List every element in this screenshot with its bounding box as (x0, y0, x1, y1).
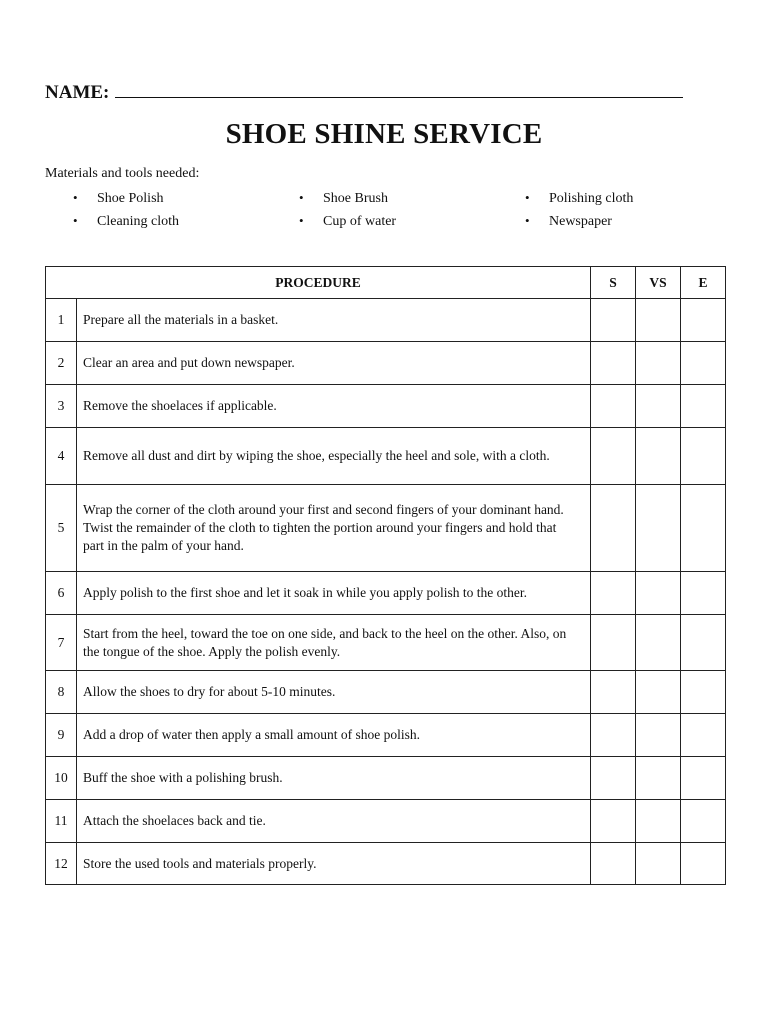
bullet-icon: • (299, 190, 304, 205)
vs-checkbox-cell[interactable] (636, 485, 681, 572)
step-number: 1 (46, 299, 77, 342)
material-label: Polishing cloth (549, 191, 634, 206)
table-row (46, 385, 726, 428)
step-text: Wrap the corner of the cloth around your first and second fingers of your dominant hand. Twist the remainder of the cloth to tighten the portion around your fingers and hold that part in the palm of your hand. (77, 485, 591, 572)
e-checkbox-cell[interactable] (681, 843, 726, 885)
step-number: 9 (46, 714, 77, 757)
bullet-icon: • (525, 190, 530, 205)
material-label: Cup of water (323, 214, 397, 229)
vs-checkbox-cell[interactable] (636, 800, 681, 843)
table-row (46, 342, 726, 385)
table-header-row (46, 267, 726, 299)
step-text: Attach the shoelaces back and tie. (77, 800, 591, 843)
name-field (45, 82, 705, 104)
s-checkbox-cell[interactable] (591, 714, 636, 757)
table-row (46, 800, 726, 843)
table-row (46, 485, 726, 572)
procedure-table (45, 266, 726, 885)
table-row (46, 572, 726, 615)
e-checkbox-cell[interactable] (681, 342, 726, 385)
step-text: Remove the shoelaces if applicable. (77, 385, 591, 428)
step-text: Start from the heel, toward the toe on one side, and back to the heel on the other. Also, on the tongue of the shoe. Apply the polish evenly. (77, 615, 591, 671)
e-checkbox-cell[interactable] (681, 385, 726, 428)
step-text: Buff the shoe with a polishing brush. (77, 757, 591, 800)
e-checkbox-cell[interactable] (681, 757, 726, 800)
material-label: Shoe Polish (97, 191, 164, 206)
s-checkbox-cell[interactable] (591, 671, 636, 714)
step-text: Remove all dust and dirt by wiping the shoe, especially the heel and sole, with a cloth. (77, 428, 591, 485)
e-checkbox-cell[interactable] (681, 615, 726, 671)
step-number: 3 (46, 385, 77, 428)
step-number: 2 (46, 342, 77, 385)
name-blank-line[interactable] (115, 83, 683, 98)
step-number: 4 (46, 428, 77, 485)
vs-checkbox-cell[interactable] (636, 342, 681, 385)
material-item (73, 190, 164, 207)
material-item (299, 190, 388, 207)
vs-checkbox-cell[interactable] (636, 671, 681, 714)
materials-label: Materials and tools needed: (45, 166, 200, 181)
table-row (46, 843, 726, 885)
material-label: Shoe Brush (323, 191, 388, 206)
e-checkbox-cell[interactable] (681, 714, 726, 757)
material-label: Cleaning cloth (97, 214, 180, 229)
s-header: S (591, 267, 636, 299)
s-checkbox-cell[interactable] (591, 342, 636, 385)
table-row (46, 299, 726, 342)
material-item (299, 213, 396, 230)
bullet-icon: • (525, 213, 530, 228)
e-checkbox-cell[interactable] (681, 485, 726, 572)
step-number: 10 (46, 757, 77, 800)
page-title: SHOE SHINE SERVICE (225, 118, 543, 150)
bullet-icon: • (299, 213, 304, 228)
step-text: Add a drop of water then apply a small amount of shoe polish. (77, 714, 591, 757)
step-text: Apply polish to the first shoe and let it soak in while you apply polish to the other. (77, 572, 591, 615)
step-number: 7 (46, 615, 77, 671)
material-item (525, 213, 612, 230)
step-number: 11 (46, 800, 77, 843)
s-checkbox-cell[interactable] (591, 385, 636, 428)
e-checkbox-cell[interactable] (681, 572, 726, 615)
bullet-icon: • (73, 213, 78, 228)
bullet-icon: • (73, 190, 78, 205)
step-text: Allow the shoes to dry for about 5-10 minutes. (77, 671, 591, 714)
table-row (46, 428, 726, 485)
e-checkbox-cell[interactable] (681, 299, 726, 342)
name-label: NAME: (45, 82, 110, 103)
vs-checkbox-cell[interactable] (636, 299, 681, 342)
vs-header: VS (636, 267, 681, 299)
s-checkbox-cell[interactable] (591, 485, 636, 572)
vs-checkbox-cell[interactable] (636, 385, 681, 428)
vs-checkbox-cell[interactable] (636, 843, 681, 885)
s-checkbox-cell[interactable] (591, 800, 636, 843)
s-checkbox-cell[interactable] (591, 299, 636, 342)
step-text: Store the used tools and materials properly. (77, 843, 591, 885)
table-row (46, 671, 726, 714)
s-checkbox-cell[interactable] (591, 615, 636, 671)
table-row (46, 615, 726, 671)
vs-checkbox-cell[interactable] (636, 615, 681, 671)
vs-checkbox-cell[interactable] (636, 428, 681, 485)
step-number: 12 (46, 843, 77, 885)
material-label: Newspaper (549, 214, 612, 229)
table-row (46, 714, 726, 757)
step-text: Prepare all the materials in a basket. (77, 299, 591, 342)
step-number: 6 (46, 572, 77, 615)
step-number: 8 (46, 671, 77, 714)
s-checkbox-cell[interactable] (591, 428, 636, 485)
s-checkbox-cell[interactable] (591, 757, 636, 800)
vs-checkbox-cell[interactable] (636, 757, 681, 800)
e-header: E (681, 267, 726, 299)
table-row (46, 757, 726, 800)
s-checkbox-cell[interactable] (591, 843, 636, 885)
e-checkbox-cell[interactable] (681, 800, 726, 843)
e-checkbox-cell[interactable] (681, 671, 726, 714)
e-checkbox-cell[interactable] (681, 428, 726, 485)
procedure-header: PROCEDURE (46, 267, 591, 299)
step-text: Clear an area and put down newspaper. (77, 342, 591, 385)
s-checkbox-cell[interactable] (591, 572, 636, 615)
material-item (525, 190, 633, 207)
vs-checkbox-cell[interactable] (636, 572, 681, 615)
step-number: 5 (46, 485, 77, 572)
material-item (73, 213, 179, 230)
vs-checkbox-cell[interactable] (636, 714, 681, 757)
materials-list (73, 190, 713, 238)
